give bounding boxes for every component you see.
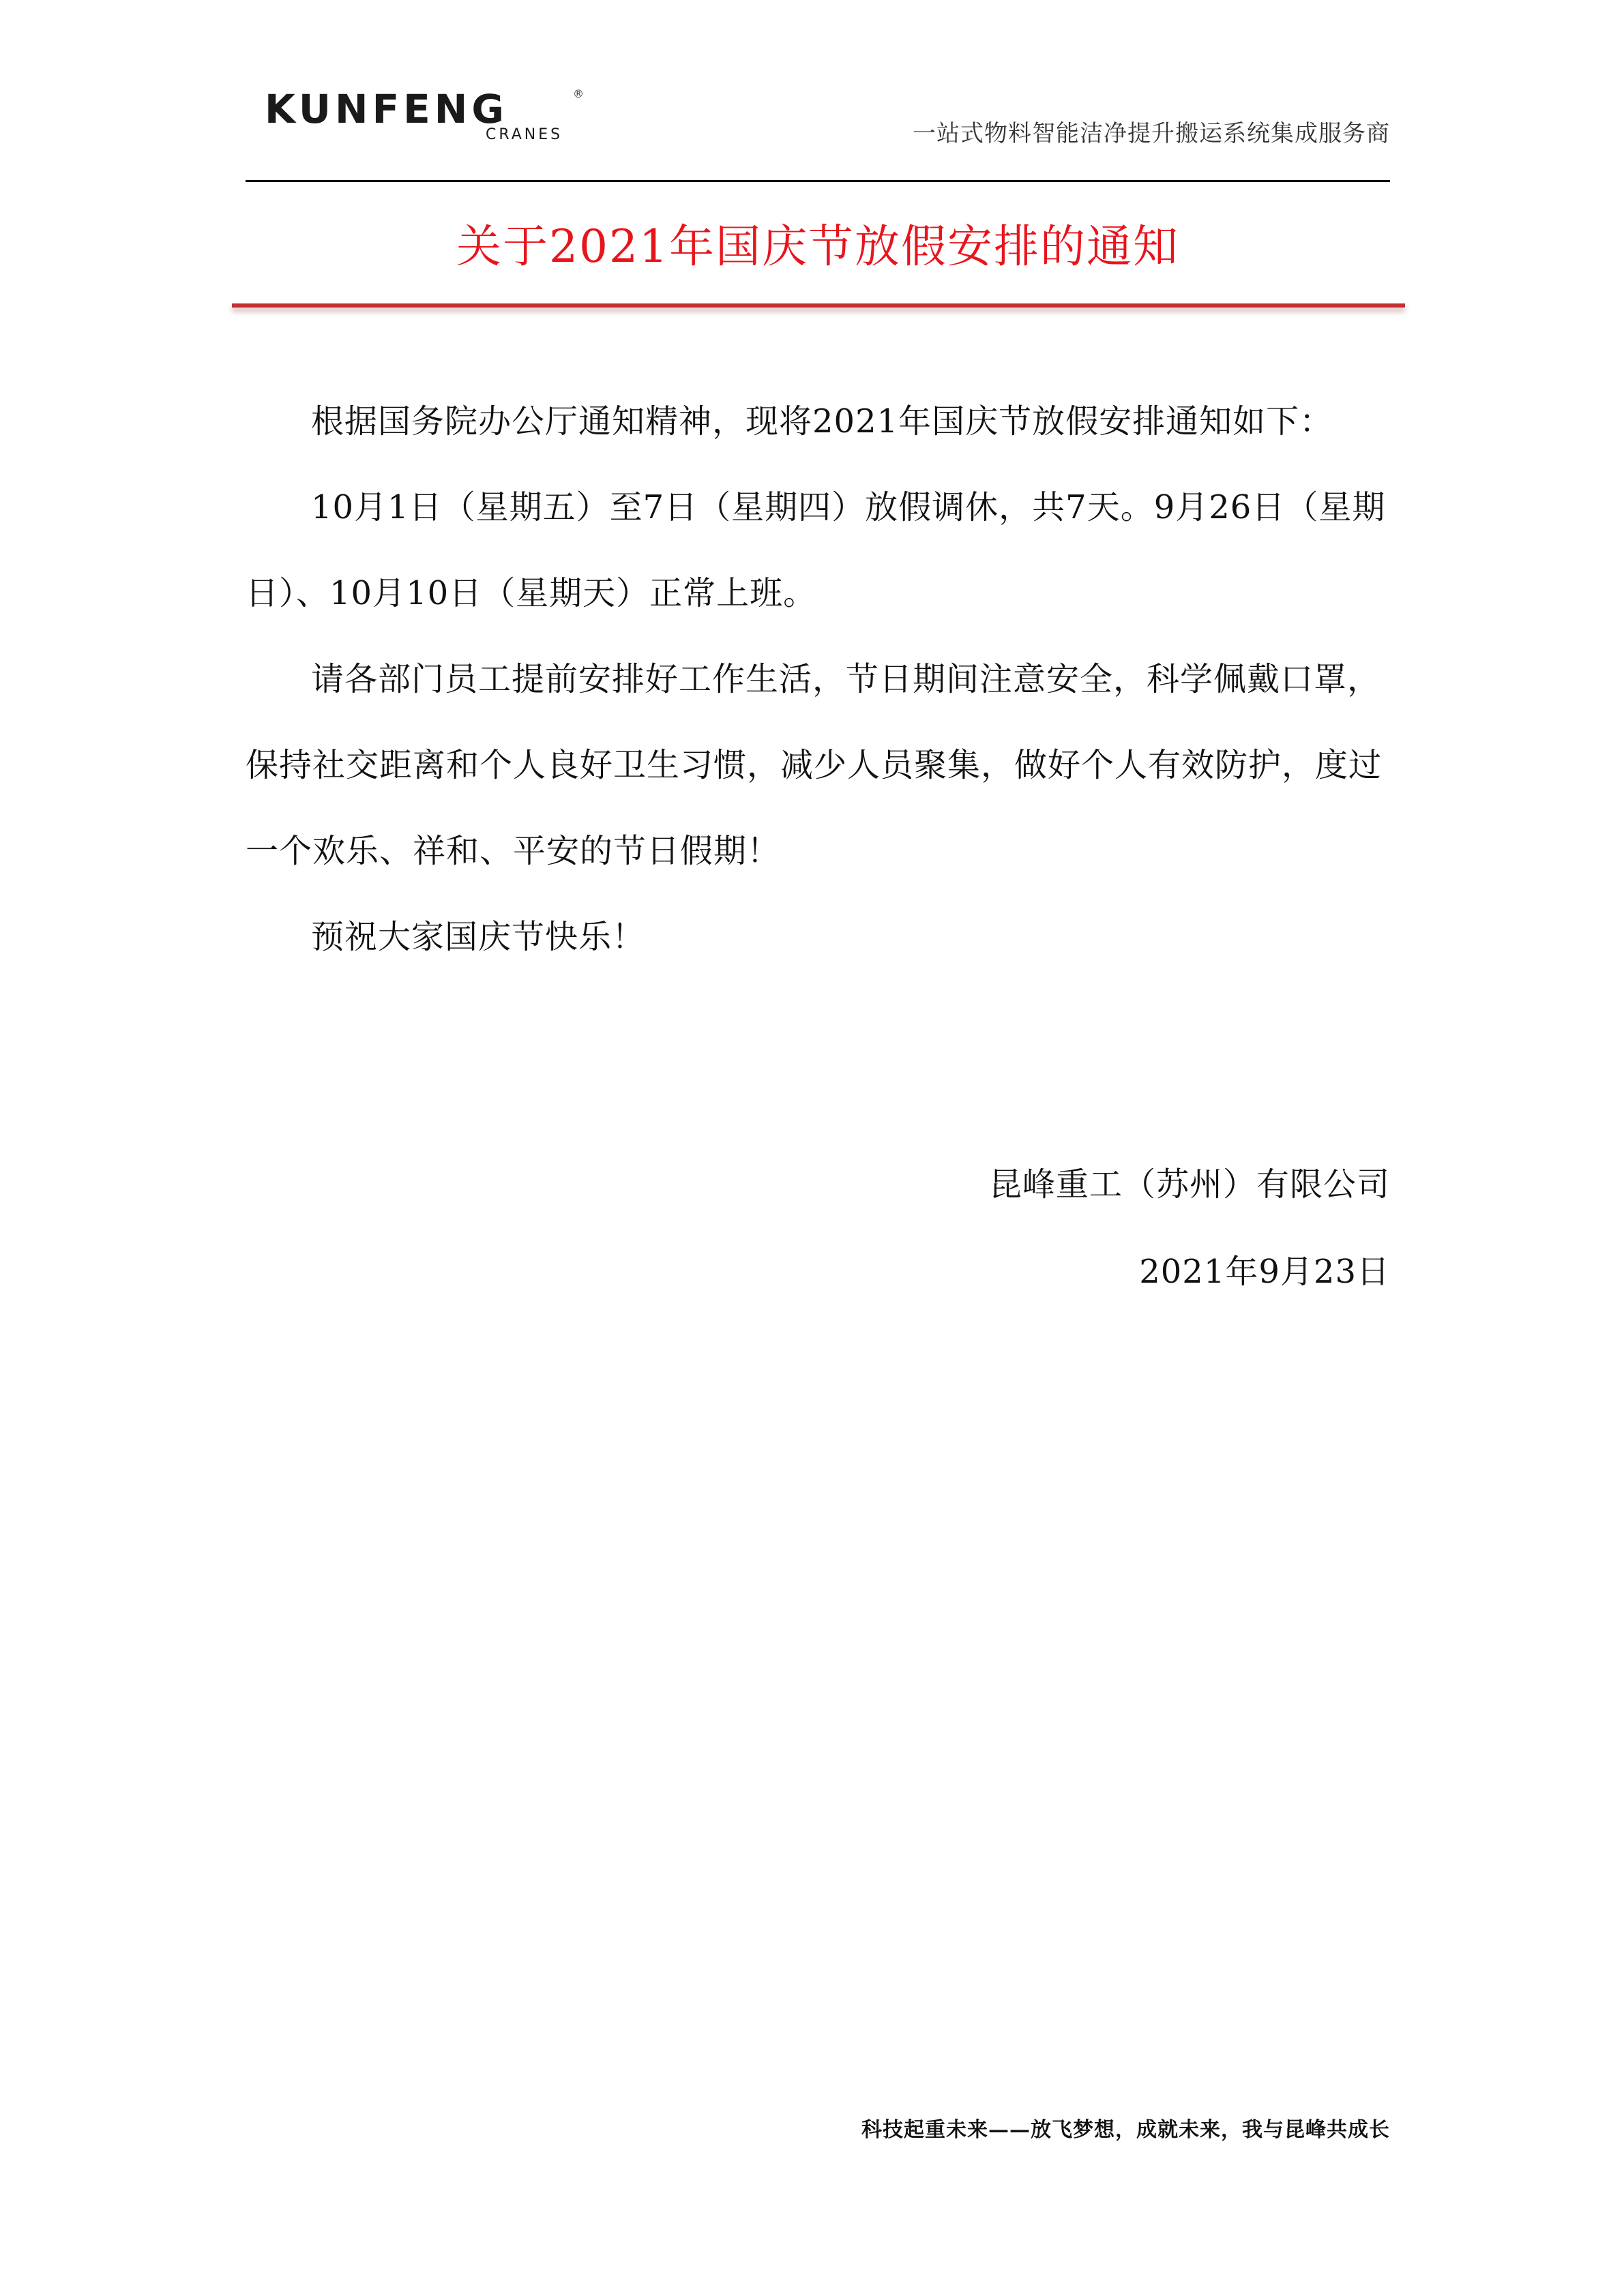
logo-wordmark: KUNFENG	[265, 86, 508, 132]
notice-title: 关于2021年国庆节放假安排的通知	[456, 220, 1179, 273]
logo-subtext: CRANES	[486, 126, 563, 143]
registered-mark: ®	[573, 87, 584, 100]
company-logo	[265, 87, 585, 145]
signature-company: 昆峰重工（苏州）有限公司	[988, 1165, 1390, 1204]
header-divider	[246, 180, 1390, 182]
footer-motto: 科技起重未来——放飞梦想，成就未来，我与昆峰共成长	[861, 2118, 1390, 2142]
body-paragraph: 10月1日（星期五）至7日（星期四）放假调休，共7天。9月26日（星期日）、10月10日（星期天）正常上班。	[246, 488, 1386, 612]
title-divider-red	[232, 303, 1405, 308]
signature-date: 2021年9月23日	[1139, 1253, 1390, 1291]
header-slogan: 一站式物料智能洁净提升搬运系统集成服务商	[913, 120, 1390, 147]
body-paragraph: 预祝大家国庆节快乐！	[311, 918, 646, 956]
body-paragraph: 请各部门员工提前安排好工作生活，节日期间注意安全，科学佩戴口罩，保持社交距离和个人良好卫生习惯，减少人员聚集，做好个人有效防护，度过一个欢乐、祥和、平安的节日假期！	[246, 660, 1383, 870]
notice-body	[246, 378, 1390, 980]
body-paragraph: 根据国务院办公厅通知精神，现将2021年国庆节放假安排通知如下：	[311, 402, 1333, 441]
